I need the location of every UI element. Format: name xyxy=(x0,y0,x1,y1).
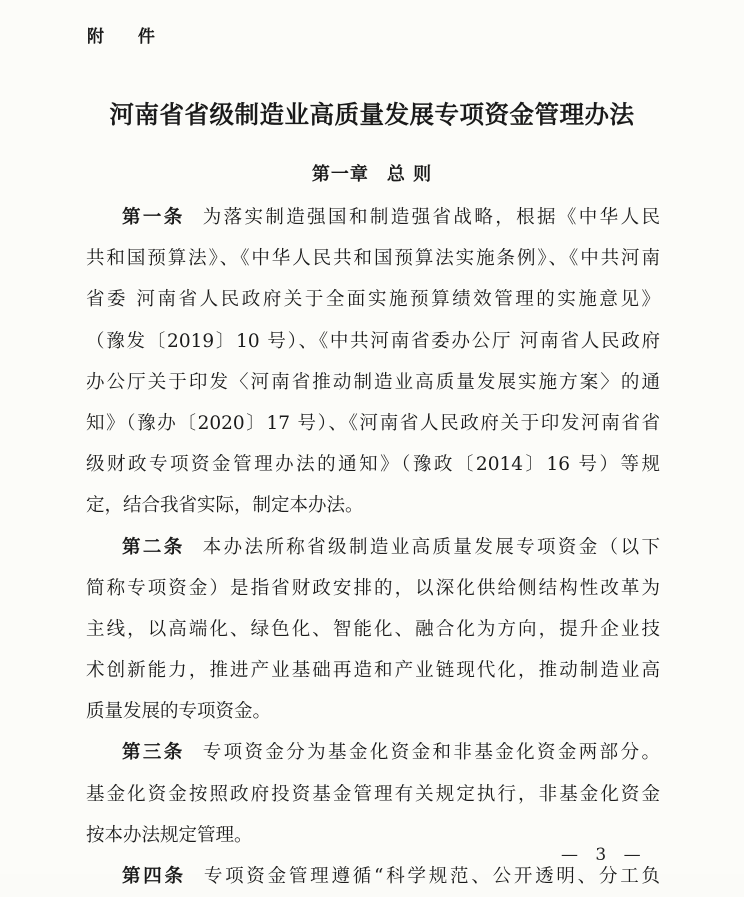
paragraph-line: 主线，以高端化、绿色化、智能化、融合化为方向，提升企业技 xyxy=(86,618,660,640)
paragraph-line: 第三条 专项资金分为基金化资金和非基金化资金两部分。 xyxy=(122,742,660,764)
paragraph-line: 第一条 为落实制造强国和制造强省战略，根据《中华人民 xyxy=(122,207,660,228)
paragraph-line: 第四条 专项资金管理遵循“科学规范、公开透明、分工负 xyxy=(122,866,660,887)
chapter-name: 总 则 xyxy=(386,164,433,185)
article-label: 第三条 xyxy=(122,742,185,764)
paragraph-line: 省委 河南省人民政府关于全面实施预算绩效管理的实施意见》 xyxy=(86,289,660,311)
paragraph-line: 共和国预算法》、《中华人民共和国预算法实施条例》、《中共河南 xyxy=(86,248,660,270)
paragraph-line: 知》（豫办〔2020〕17 号）、《河南省人民政府关于印发河南省省 xyxy=(86,412,660,434)
paragraph-line: 定，结合我省实际，制定本办法。 xyxy=(86,495,364,517)
paragraph-line: 办公厅关于印发〈河南省推动制造业高质量发展实施方案〉的通 xyxy=(86,371,660,393)
paragraph-line: 基金化资金按照政府投资基金管理有关规定执行，非基金化资金 xyxy=(86,783,660,805)
article-label: 第一条 xyxy=(122,207,185,228)
paragraph-line: 第二条 本办法所称省级制造业高质量发展专项资金（以下 xyxy=(122,536,660,558)
document-body xyxy=(86,197,660,897)
paragraph-line: 质量发展的专项资金。 xyxy=(86,701,272,723)
article-label: 第二条 xyxy=(122,536,185,558)
page-number: — 3 — xyxy=(561,845,647,865)
paragraph-line: 术创新能力，推进产业基础再造和产业链现代化，推动制造业高 xyxy=(86,660,660,682)
attachment-label: 附 件 xyxy=(87,27,169,47)
document-title: 河南省省级制造业高质量发展专项资金管理办法 xyxy=(109,100,635,129)
paragraph-line: （豫发〔2019〕10 号）、《中共河南省委办公厅 河南省人民政府 xyxy=(86,330,660,352)
chapter-number: 第一章 xyxy=(311,164,369,185)
chapter-heading xyxy=(0,160,744,186)
paragraph-line: 按本办法规定管理。 xyxy=(86,824,253,846)
article-label: 第四条 xyxy=(122,866,186,887)
paragraph-line: 级财政专项资金管理办法的通知》（豫政〔2014〕16 号）等规 xyxy=(86,454,660,476)
paragraph-line: 简称专项资金）是指省财政安排的，以深化供给侧结构性改革为 xyxy=(86,577,660,599)
